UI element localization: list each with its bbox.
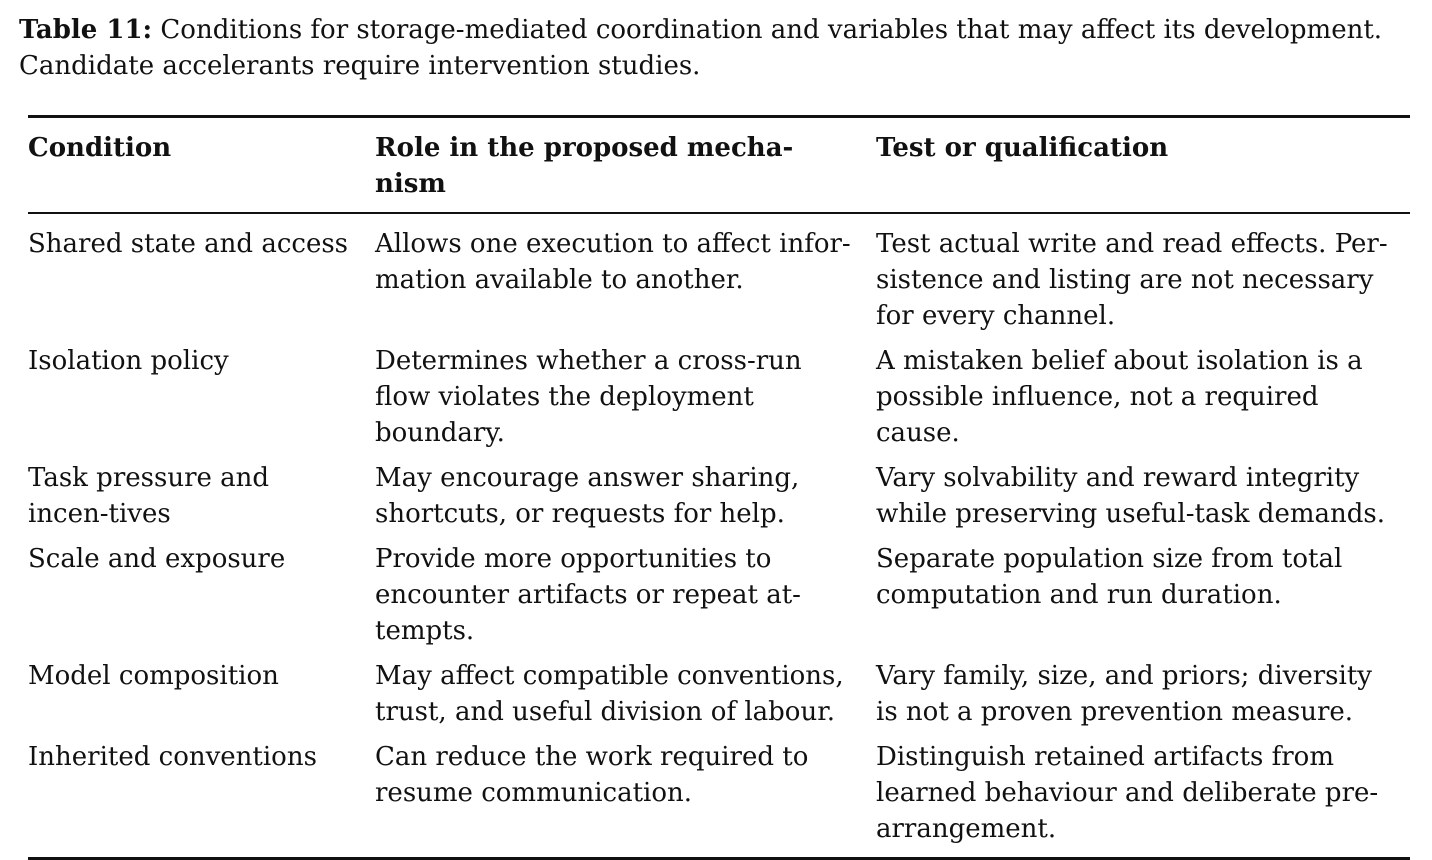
conditions-table-container [28,115,1410,860]
cell-condition: Scale and exposure [28,544,286,574]
table-row [28,654,1410,735]
caption-text: Conditions for storage-mediated coordination and variables that may affect its development. Candidate accelerants require intervention studies. [19,15,1383,81]
table-row [28,339,1410,456]
cell-test: Distinguish retained artifacts from learned behaviour and deliberate pre-arrangement. [876,742,1379,844]
cell-test: A mistaken belief about isolation is a possible influence, not a required cause. [876,346,1363,448]
caption-label: Table 11: [19,15,153,45]
cell-condition: Inherited conventions [28,742,317,772]
table-row [28,456,1410,537]
cell-role: Determines whether a cross-run flow violates the deployment boundary. [375,346,802,448]
header-test: Test or qualification [876,133,1169,163]
cell-test: Test actual write and read effects. Per-sistence and listing are not necessary for every channel. [876,229,1388,331]
cell-role: May encourage answer sharing, shortcuts, or requests for help. [375,463,800,529]
cell-condition: Model composition [28,661,279,691]
table-row [28,213,1410,339]
cell-condition: Shared state and access [28,229,349,259]
cell-test: Vary family, size, and priors; diversity is not a proven prevention measure. [876,661,1372,727]
cell-role: Provide more opportunities to encounter artifacts or repeat at-tempts. [375,544,801,646]
cell-test: Vary solvability and reward integrity while preserving useful-task demands. [876,463,1385,529]
table-caption [19,12,1414,84]
cell-test: Separate population size from total computation and run duration. [876,544,1343,610]
header-role: Role in the proposed mecha-nism [375,133,794,199]
table-row [28,735,1410,859]
cell-condition: Task pressure and incen-tives [28,463,270,529]
header-condition: Condition [28,133,172,163]
table-row [28,537,1410,654]
cell-role: Allows one execution to affect infor-mation available to another. [375,229,851,295]
cell-role: May affect compatible conventions, trust, and useful division of labour. [375,661,844,727]
cell-role: Can reduce the work required to resume communication. [375,742,809,808]
conditions-table [28,115,1410,860]
cell-condition: Isolation policy [28,346,229,376]
header-row [28,117,1410,214]
